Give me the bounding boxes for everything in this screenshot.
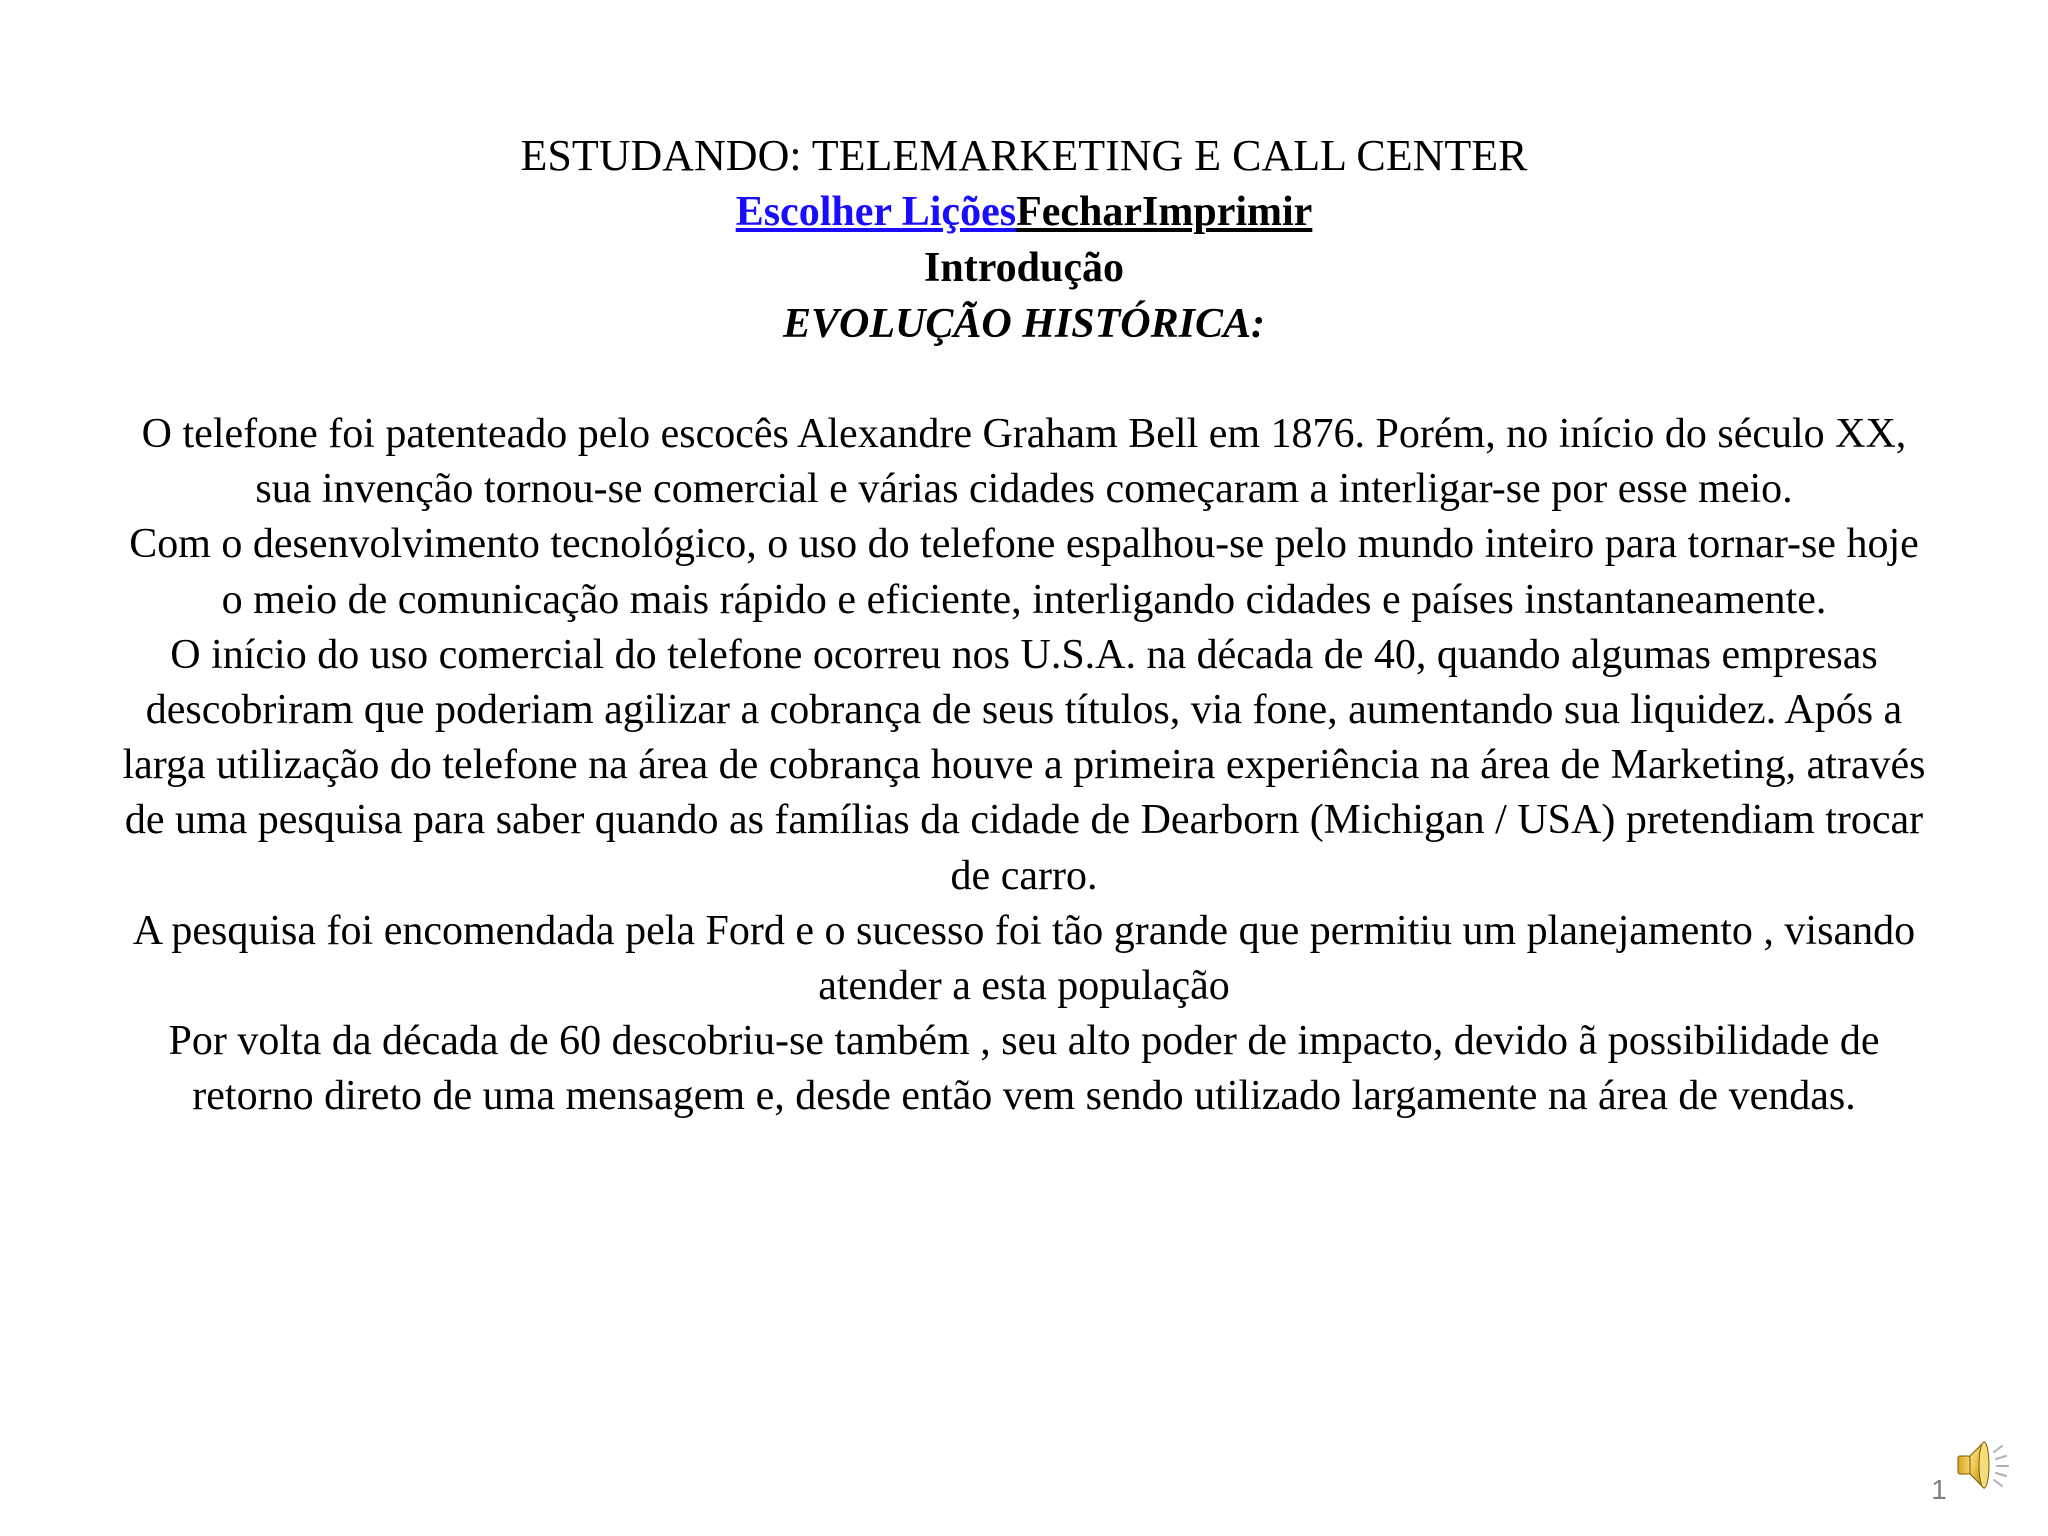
speaker-icon[interactable] — [1948, 1432, 2012, 1496]
paragraph: A pesquisa foi encomendada pela Ford e o sucesso foi tão grande que permitiu um planejamento , visando atender a esta população — [132, 907, 1916, 1010]
paragraph: O início do uso comercial do telefone ocorreu nos U.S.A. na década de 40, quando algumas empresas descobriram que poderiam agilizar a cobrança de seus títulos, via fone, aumentando sua liquidez. Após a larga utilização do telefone na área de cobrança houve a primeira experiência na área de Marketing, através de uma pesquisa para saber quando as famílias da cidade de Dearborn (Michigan / USA) pretendiam trocar de carro. — [122, 631, 1926, 899]
page-number: 1 — [1931, 1474, 1947, 1505]
paragraph: O telefone foi patenteado pelo escocês Alexandre Graham Bell em 1876. Porém, no início do século XX, sua invenção tornou-se comercial e várias cidades começaram a interligar-se por esse meio. — [141, 411, 1907, 513]
paragraph: Com o desenvolvimento tecnológico, o uso do telefone espalhou-se pelo mundo inteiro para tornar-se hoje o meio de comunicação mais rápido e eficiente, interligando cidades e países instantaneamente. — [129, 521, 1919, 623]
lesson-nav — [0, 184, 2048, 240]
lesson-subtitle: Introdução — [924, 245, 1124, 291]
slide-title: ESTUDANDO: TELEMARKETING E CALL CENTER — [520, 131, 1528, 180]
speaker-icon-graphic — [1948, 1432, 2012, 1496]
slide-header — [0, 128, 2048, 352]
choose-lessons-link[interactable]: Escolher Lições — [735, 189, 1017, 235]
section-title: EVOLUÇÃO HISTÓRICA: — [783, 301, 1265, 347]
lesson-body — [120, 407, 1928, 1125]
print-link[interactable]: Imprimir — [1142, 189, 1313, 235]
paragraph: Por volta da década de 60 descobriu-se também , seu alto poder de impacto, devido ã possibilidade de retorno direto de uma mensagem e, desde então vem sendo utilizado largamente na área de vendas. — [168, 1018, 1880, 1120]
close-link[interactable]: Fechar — [1016, 189, 1143, 235]
